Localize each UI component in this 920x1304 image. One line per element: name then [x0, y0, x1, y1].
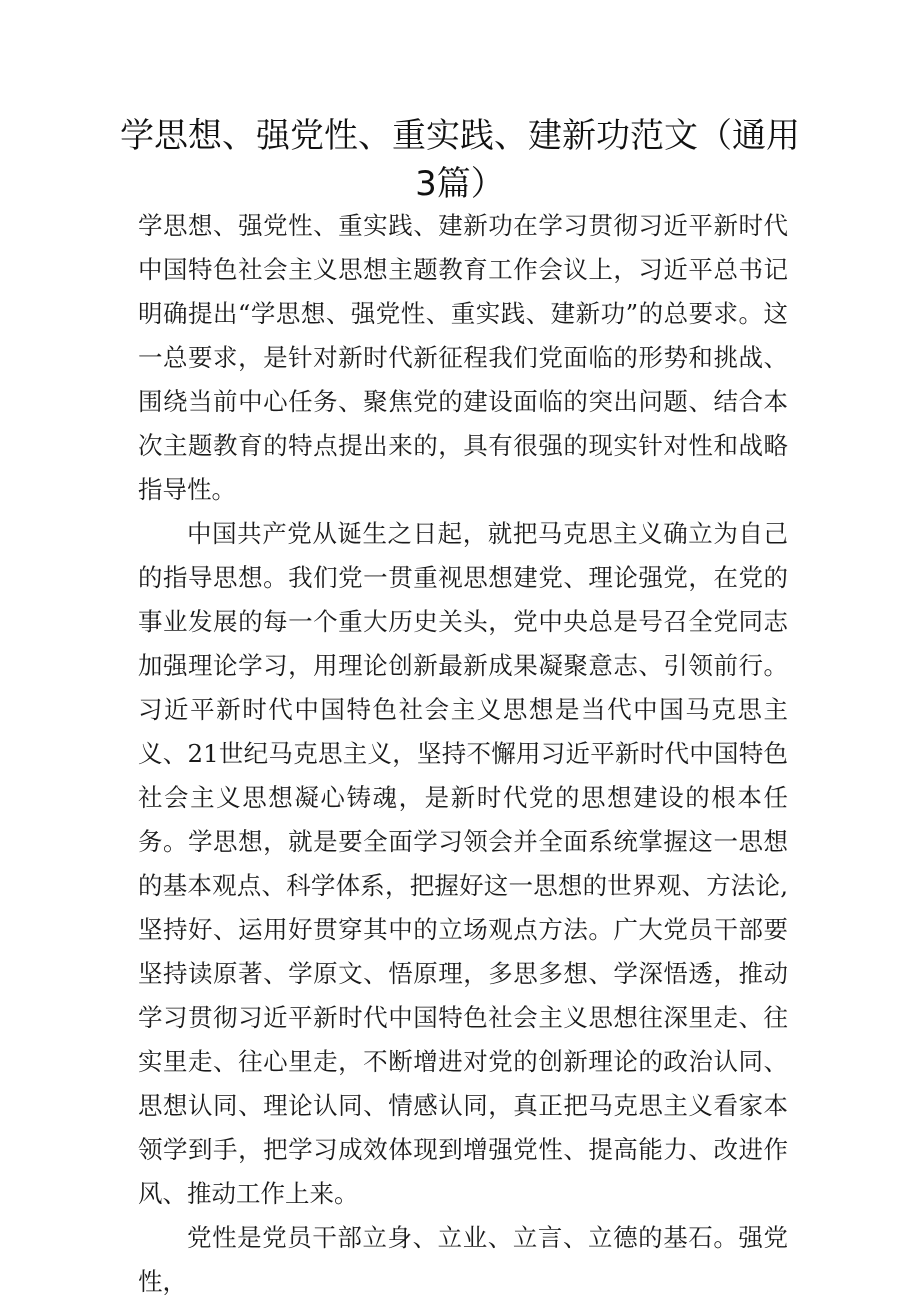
paragraph-party-spirit: 党性是党员干部立身、立业、立言、立德的基石。强党性， [138, 1223, 788, 1296]
paragraph-study-thought: 中国共产党从诞生之日起，就把马克思主义确立为自己的指导思想。我们党一贯重视思想建党、理论强党，在党的事业发展的每一个重大历史关头，党中央总是号召全党同志加强理论学习，用理论创新最新成果凝聚意志、引领前行。习近平新时代中国特色社会主义思想是当代中国马克思主义、21世纪马克思主义，坚持不懈用习近平新时代中国特色社会主义思想凝心铸魂，是新时代党的思想建设的根本任务。学思想，就是要全面学习领会并全面系统掌握这一思想的基本观点、科学体系，把握好这一思想的世界观、方法论,坚持好、运用好贯穿其中的立场观点方法。广大党员干部要坚持读原著、学原文、悟原理，多思多想、学深悟透，推动学习贯彻习近平新时代中国特色社会主义思想往深里走、往实里走、往心里走，不断增进对党的创新理论的政治认同、思想认同、理论认同、情感认同，真正把马克思主义看家本领学到手，把学习成效体现到增强党性、提高能力、改进作风、推动工作上来。 [138, 519, 788, 1208]
paragraph-intro: 学思想、强党性、重实践、建新功在学习贯彻习近平新时代中国特色社会主义思想主题教育工作会议上，习近平总书记明确提出“学思想、强党性、重实践、建新功”的总要求。这一总要求，是针对新时代新征程我们党面临的形势和挑战、围绕当前中心任务、聚焦党的建设面临的突出问题、结合本次主题教育的特点提出来的，具有很强的现实针对性和战略指导性。 [138, 211, 788, 504]
document-title: 学思想、强党性、重实践、建新功范文（通用3篇） [120, 116, 800, 204]
document-body [138, 204, 788, 1304]
